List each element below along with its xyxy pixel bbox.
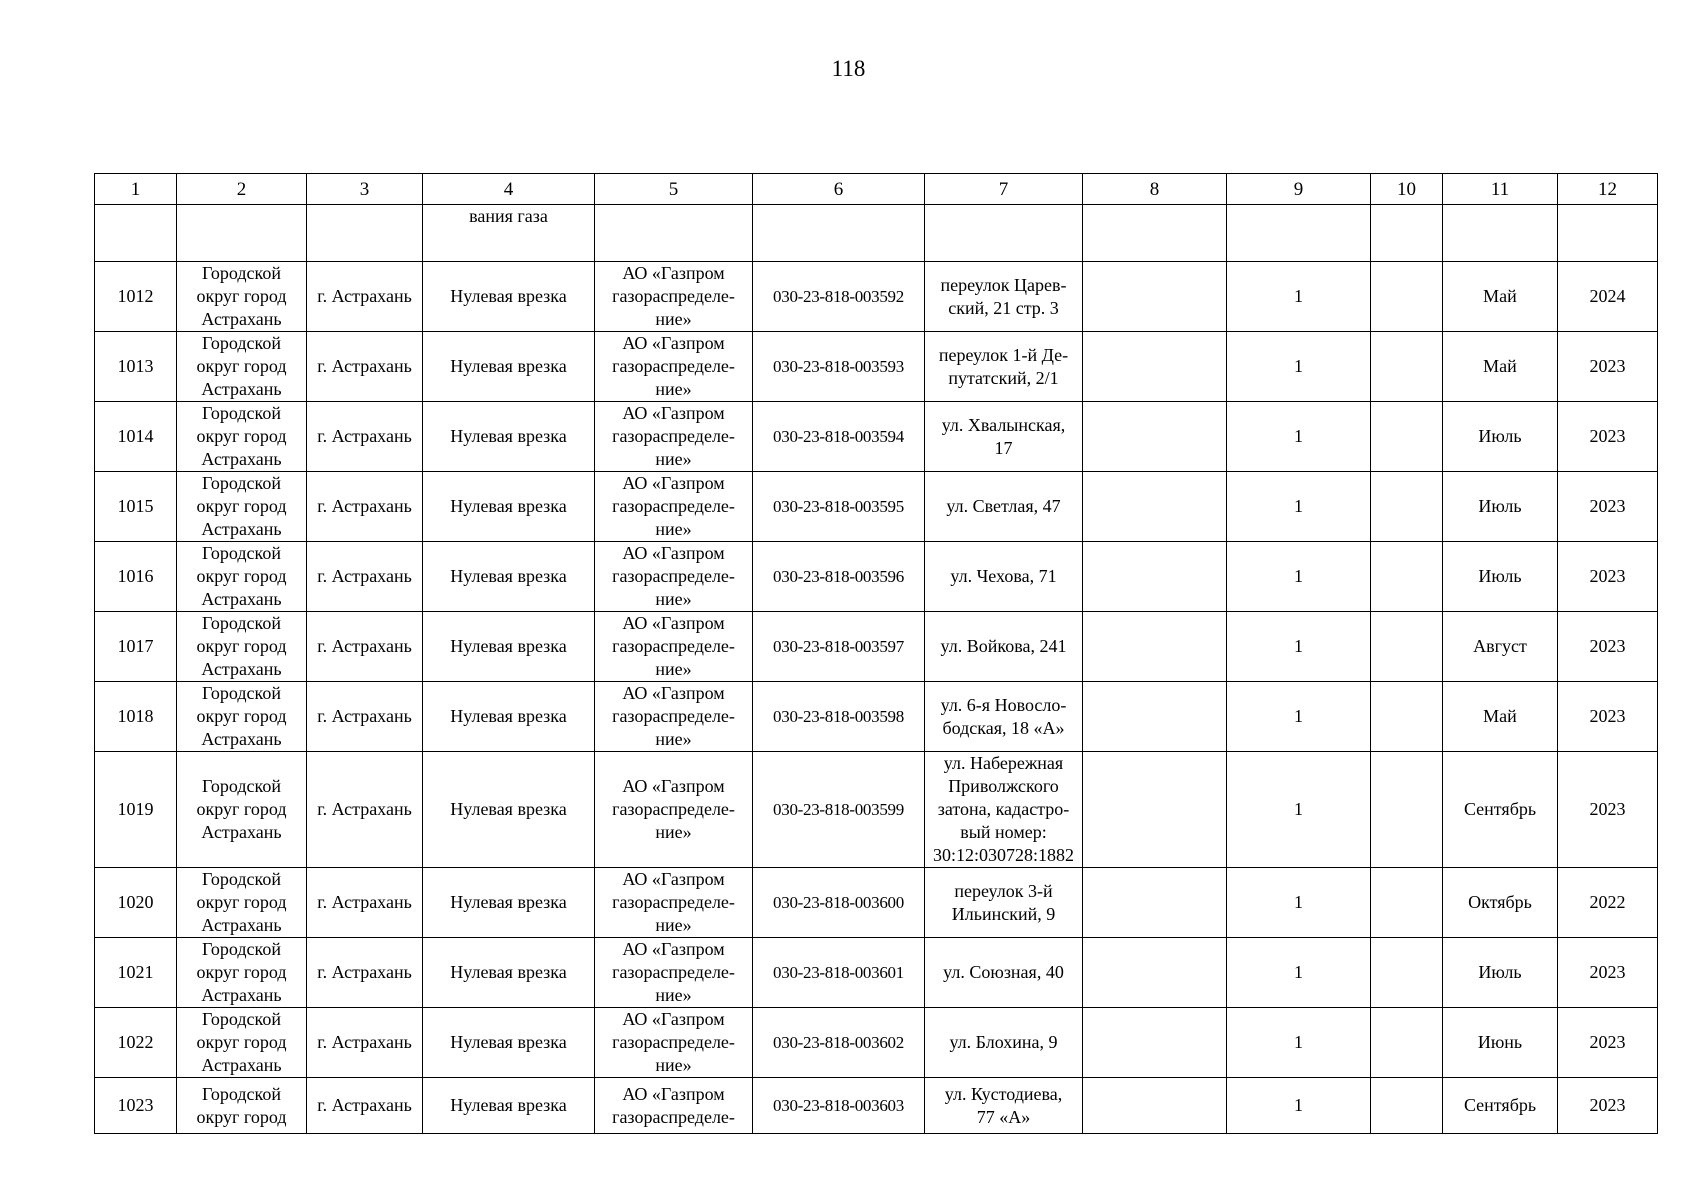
object-code-cell: 030-23-818-003602 — [753, 1008, 925, 1078]
organization-cell: АО «Газпром газораспределе- — [595, 1078, 753, 1134]
quantity-cell: 1 — [1227, 1008, 1371, 1078]
work-type-cell: Нулевая врезка — [423, 682, 595, 752]
table-cell — [1371, 542, 1443, 612]
address-cell: ул. Блохина, 9 — [925, 1008, 1083, 1078]
object-code-cell: 030-23-818-003593 — [753, 332, 925, 402]
table-row — [95, 402, 1658, 472]
work-type-cell: Нулевая врезка — [423, 472, 595, 542]
table-cell — [1371, 1078, 1443, 1134]
month-cell: Май — [1443, 682, 1558, 752]
table-row — [95, 868, 1658, 938]
table-cell — [1083, 542, 1227, 612]
year-cell: 2022 — [1558, 868, 1658, 938]
district-cell: Городской округ город Астрахань — [177, 868, 307, 938]
object-code-cell: 030-23-818-003599 — [753, 752, 925, 868]
address-cell: ул. Хвалынская, 17 — [925, 402, 1083, 472]
address-cell: переулок Царев- ский, 21 стр. 3 — [925, 262, 1083, 332]
table-cell — [1083, 332, 1227, 402]
year-cell: 2023 — [1558, 1008, 1658, 1078]
column-header: 3 — [307, 174, 423, 205]
registry-table — [94, 173, 1658, 1134]
year-cell: 2023 — [1558, 752, 1658, 868]
organization-cell: АО «Газпром газораспределе- ние» — [595, 1008, 753, 1078]
column-number-header-row — [95, 174, 1658, 205]
object-code-cell: 030-23-818-003603 — [753, 1078, 925, 1134]
district-cell: Городской округ город Астрахань — [177, 612, 307, 682]
row-number-cell: 1022 — [95, 1008, 177, 1078]
table-cell — [95, 205, 177, 262]
column-header: 4 — [423, 174, 595, 205]
month-cell: Июнь — [1443, 1008, 1558, 1078]
table-cell — [1371, 612, 1443, 682]
quantity-cell: 1 — [1227, 472, 1371, 542]
work-type-cell: Нулевая врезка — [423, 1008, 595, 1078]
organization-cell: АО «Газпром газораспределе- ние» — [595, 332, 753, 402]
table-cell — [177, 205, 307, 262]
table-cell — [1083, 205, 1227, 262]
district-cell: Городской округ город Астрахань — [177, 542, 307, 612]
city-cell: г. Астрахань — [307, 1078, 423, 1134]
year-cell: 2023 — [1558, 472, 1658, 542]
district-cell: Городской округ город Астрахань — [177, 332, 307, 402]
table-cell — [1083, 262, 1227, 332]
row-number-cell: 1017 — [95, 612, 177, 682]
month-cell: Июль — [1443, 938, 1558, 1008]
table-row — [95, 938, 1658, 1008]
table-row — [95, 752, 1658, 868]
work-type-cell: Нулевая врезка — [423, 332, 595, 402]
organization-cell: АО «Газпром газораспределе- ние» — [595, 542, 753, 612]
city-cell: г. Астрахань — [307, 682, 423, 752]
work-type-cell: Нулевая врезка — [423, 612, 595, 682]
table-cell — [1371, 938, 1443, 1008]
table-cell — [1083, 402, 1227, 472]
district-cell: Городской округ город Астрахань — [177, 1008, 307, 1078]
year-cell: 2023 — [1558, 612, 1658, 682]
column-header: 8 — [1083, 174, 1227, 205]
address-cell: ул. Союзная, 40 — [925, 938, 1083, 1008]
table-cell — [1371, 332, 1443, 402]
table-cell — [1083, 612, 1227, 682]
year-cell: 2023 — [1558, 938, 1658, 1008]
address-cell: переулок 3-й Ильинский, 9 — [925, 868, 1083, 938]
city-cell: г. Астрахань — [307, 752, 423, 868]
column-header: 2 — [177, 174, 307, 205]
district-cell: Городской округ город Астрахань — [177, 402, 307, 472]
table-cell — [925, 205, 1083, 262]
table-cell — [1083, 868, 1227, 938]
table-row — [95, 262, 1658, 332]
city-cell: г. Астрахань — [307, 332, 423, 402]
table-cell — [1558, 205, 1658, 262]
month-cell: Сентябрь — [1443, 1078, 1558, 1134]
continuation-text: вания газа — [423, 205, 595, 262]
address-cell: ул. Чехова, 71 — [925, 542, 1083, 612]
table-row — [95, 612, 1658, 682]
quantity-cell: 1 — [1227, 868, 1371, 938]
month-cell: Июль — [1443, 542, 1558, 612]
page-number: 118 — [831, 56, 866, 81]
quantity-cell: 1 — [1227, 402, 1371, 472]
table-cell — [1083, 472, 1227, 542]
address-cell: ул. 6-я Новосло- бодская, 18 «А» — [925, 682, 1083, 752]
object-code-cell: 030-23-818-003597 — [753, 612, 925, 682]
table-cell — [1083, 938, 1227, 1008]
row-number-cell: 1014 — [95, 402, 177, 472]
organization-cell: АО «Газпром газораспределе- ние» — [595, 612, 753, 682]
column-header: 12 — [1558, 174, 1658, 205]
year-cell: 2023 — [1558, 332, 1658, 402]
object-code-cell: 030-23-818-003594 — [753, 402, 925, 472]
month-cell: Июль — [1443, 402, 1558, 472]
year-cell: 2023 — [1558, 402, 1658, 472]
work-type-cell: Нулевая врезка — [423, 542, 595, 612]
organization-cell: АО «Газпром газораспределе- ние» — [595, 682, 753, 752]
quantity-cell: 1 — [1227, 612, 1371, 682]
work-type-cell: Нулевая врезка — [423, 752, 595, 868]
column-header: 5 — [595, 174, 753, 205]
month-cell: Октябрь — [1443, 868, 1558, 938]
district-cell: Городской округ город Астрахань — [177, 682, 307, 752]
work-type-cell: Нулевая врезка — [423, 402, 595, 472]
district-cell: Городской округ город Астрахань — [177, 262, 307, 332]
quantity-cell: 1 — [1227, 1078, 1371, 1134]
city-cell: г. Астрахань — [307, 938, 423, 1008]
year-cell: 2023 — [1558, 1078, 1658, 1134]
address-cell: ул. Войкова, 241 — [925, 612, 1083, 682]
table-cell — [1371, 868, 1443, 938]
object-code-cell: 030-23-818-003601 — [753, 938, 925, 1008]
quantity-cell: 1 — [1227, 682, 1371, 752]
continuation-row — [95, 205, 1658, 262]
column-header: 6 — [753, 174, 925, 205]
row-number-cell: 1016 — [95, 542, 177, 612]
row-number-cell: 1023 — [95, 1078, 177, 1134]
address-cell: переулок 1-й Де- путатский, 2/1 — [925, 332, 1083, 402]
work-type-cell: Нулевая врезка — [423, 1078, 595, 1134]
month-cell: Август — [1443, 612, 1558, 682]
district-cell: Городской округ город — [177, 1078, 307, 1134]
row-number-cell: 1018 — [95, 682, 177, 752]
year-cell: 2023 — [1558, 682, 1658, 752]
quantity-cell: 1 — [1227, 542, 1371, 612]
organization-cell: АО «Газпром газораспределе- ние» — [595, 752, 753, 868]
table-cell — [1443, 205, 1558, 262]
table-row — [95, 682, 1658, 752]
month-cell: Июль — [1443, 472, 1558, 542]
row-number-cell: 1012 — [95, 262, 177, 332]
district-cell: Городской округ город Астрахань — [177, 472, 307, 542]
organization-cell: АО «Газпром газораспределе- ние» — [595, 868, 753, 938]
table-row — [95, 332, 1658, 402]
column-header: 7 — [925, 174, 1083, 205]
year-cell: 2023 — [1558, 542, 1658, 612]
city-cell: г. Астрахань — [307, 868, 423, 938]
table-row — [95, 1008, 1658, 1078]
column-header: 9 — [1227, 174, 1371, 205]
quantity-cell: 1 — [1227, 752, 1371, 868]
table-cell — [1371, 262, 1443, 332]
city-cell: г. Астрахань — [307, 612, 423, 682]
table-cell — [595, 205, 753, 262]
district-cell: Городской округ город Астрахань — [177, 938, 307, 1008]
organization-cell: АО «Газпром газораспределе- ние» — [595, 262, 753, 332]
table-cell — [1371, 402, 1443, 472]
district-cell: Городской округ город Астрахань — [177, 752, 307, 868]
month-cell: Май — [1443, 262, 1558, 332]
organization-cell: АО «Газпром газораспределе- ние» — [595, 402, 753, 472]
table-row — [95, 542, 1658, 612]
table-cell — [1371, 682, 1443, 752]
city-cell: г. Астрахань — [307, 262, 423, 332]
object-code-cell: 030-23-818-003598 — [753, 682, 925, 752]
city-cell: г. Астрахань — [307, 402, 423, 472]
row-number-cell: 1015 — [95, 472, 177, 542]
work-type-cell: Нулевая врезка — [423, 938, 595, 1008]
row-number-cell: 1021 — [95, 938, 177, 1008]
column-header: 1 — [95, 174, 177, 205]
column-header: 10 — [1371, 174, 1443, 205]
row-number-cell: 1019 — [95, 752, 177, 868]
work-type-cell: Нулевая врезка — [423, 868, 595, 938]
table-cell — [1371, 1008, 1443, 1078]
table-cell — [307, 205, 423, 262]
column-header: 11 — [1443, 174, 1558, 205]
table-cell — [1083, 682, 1227, 752]
address-cell: ул. Набережная Приволжского затона, кадастро- вый номер: 30:12:030728:1882 — [925, 752, 1083, 868]
table-cell — [1227, 205, 1371, 262]
city-cell: г. Астрахань — [307, 542, 423, 612]
table-row — [95, 472, 1658, 542]
object-code-cell: 030-23-818-003596 — [753, 542, 925, 612]
object-code-cell: 030-23-818-003592 — [753, 262, 925, 332]
quantity-cell: 1 — [1227, 938, 1371, 1008]
object-code-cell: 030-23-818-003595 — [753, 472, 925, 542]
address-cell: ул. Кустодиева, 77 «А» — [925, 1078, 1083, 1134]
month-cell: Май — [1443, 332, 1558, 402]
row-number-cell: 1013 — [95, 332, 177, 402]
city-cell: г. Астрахань — [307, 472, 423, 542]
table-cell — [1371, 472, 1443, 542]
quantity-cell: 1 — [1227, 332, 1371, 402]
table-row — [95, 1078, 1658, 1134]
table-cell — [1083, 1008, 1227, 1078]
work-type-cell: Нулевая врезка — [423, 262, 595, 332]
row-number-cell: 1020 — [95, 868, 177, 938]
quantity-cell: 1 — [1227, 262, 1371, 332]
address-cell: ул. Светлая, 47 — [925, 472, 1083, 542]
table-cell — [1371, 205, 1443, 262]
city-cell: г. Астрахань — [307, 1008, 423, 1078]
month-cell: Сентябрь — [1443, 752, 1558, 868]
organization-cell: АО «Газпром газораспределе- ние» — [595, 938, 753, 1008]
table-cell — [753, 205, 925, 262]
table-cell — [1083, 1078, 1227, 1134]
table-cell — [1371, 752, 1443, 868]
table-cell — [1083, 752, 1227, 868]
year-cell: 2024 — [1558, 262, 1658, 332]
organization-cell: АО «Газпром газораспределе- ние» — [595, 472, 753, 542]
object-code-cell: 030-23-818-003600 — [753, 868, 925, 938]
